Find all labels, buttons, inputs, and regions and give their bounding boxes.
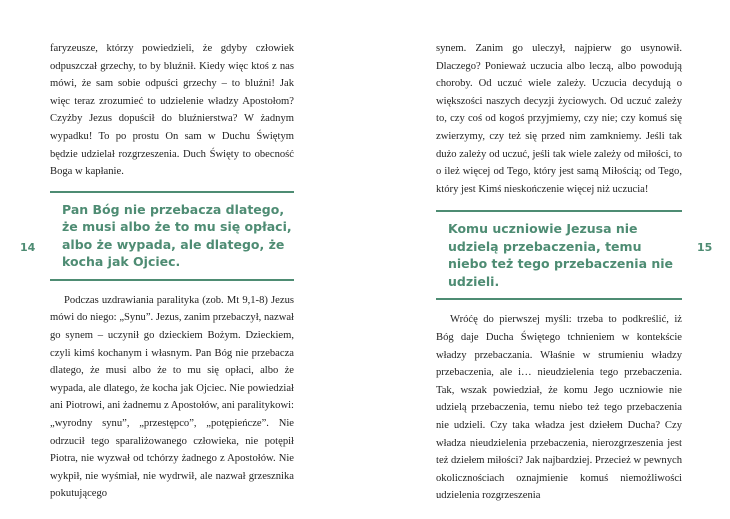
left-paragraph-2: Podczas uzdrawiania paralityka (zob. Mt 9,1-8) Jezus mówi do niego: „Synu”. Jezus, zanim przebaczył, nazwał go synem – uczynił go dzieckiem Bożym. Dzieckiem, czyli kimś kochanym i własnym. Pan Bóg nie przebacza dlatego, że musi albo że to mu się opłaci, albo że wypada, ale dlatego, że kocha jak Ojciec. Nie powiedział ani Piotrowi, ani żadnemu z Apostołów, ani paralitykowi: „wyrodny synu”, „przestępco”, „potępieńcze”. Nie odrzucił tego sparaliżowanego człowieka, nie potępił Piotra, nie wyzwał od tchórzy żadnego z Apostołów. Nie wykpił, nie wyśmiał, nie wydrwił, ale nazwał grzesznika pokutującego [50,294,294,500]
right-page-number: 15 [697,241,713,254]
right-quote-bottom-rule [436,298,682,300]
right-pull-quote: Komu uczniowie Jezusa nie udzielą przebaczenia, temu niebo też tego przebaczenia nie udzieli. [448,221,674,289]
left-page-number: 14 [20,241,36,254]
left-quote-bottom-rule [50,279,294,281]
right-paragraph-2: Wróćę do pierwszej myśli: trzeba to podkreślić, iż Bóg daje Ducha Świętego tchnieniem w kontekście władzy przebaczania. Właśnie w strumieniu władzy przebaczenia, ale i… nieudzielenia tego przebaczenia. Tak, wszak powiedział, że komu Jego uczniowie nie udzielą przebaczenia, temu niebo też tego przebaczenia nie udzieli. Czy taka władza jest dziełem Ducha? Czy władza nieudzielenia przebaczenia, nierozgrzeszenia jest też dziełem miłości? Jak najbardziej. Przecież w pewnych okolicznościach oznajmienie komuś niemożliwości udzielenia rozgrzeszenia [436,314,682,502]
right-page-column [436,40,682,505]
left-paragraph-1: faryzeusze, którzy powiedzieli, że gdyby człowiek odpuszczał grzechy, to by bluźnił. Kiedy więc ktoś z nas mówi, że sam sobie odpuści grzechy – to bluźni! Jak więc teraz zrozumieć to udzielenie władzy Apostołom? Czyżby Jezus dopuścił do bluźnierstwa? W żadnym wypadku! To po prostu On sam w Duchu Świętym będzie udzielał rozgrzeszenia. Duch Święty to obecność Boga w kapłanie. [50,43,294,178]
right-paragraph-1: synem. Zanim go uleczył, najpierw go usynowił. Dlaczego? Ponieważ uczucia albo leczą, albo powodują choroby. Od uczuć wiele zależy. Uczucia decydują o większości naszych decyzji życiowych. Od uczuć zależy to, czy coś od kogoś przyjmiemy, czy nie; czy komuś się zwierzymy, czy też się przed nim zamkniemy. Jeśli tak dużo zależy od uczuć, jeśli tak wiele zależy od miłości, to o ileż więcej od Tego, który jest samą Miłością; od Tego, który jest Kimś nieskończenie więcej niż uczucia! [436,43,682,195]
left-page-column [50,40,294,503]
left-pull-quote: Pan Bóg nie przebacza dlatego, że musi albo że to mu się opłaci, albo że wypada, ale dlatego, że kocha jak Ojciec. [62,201,292,270]
